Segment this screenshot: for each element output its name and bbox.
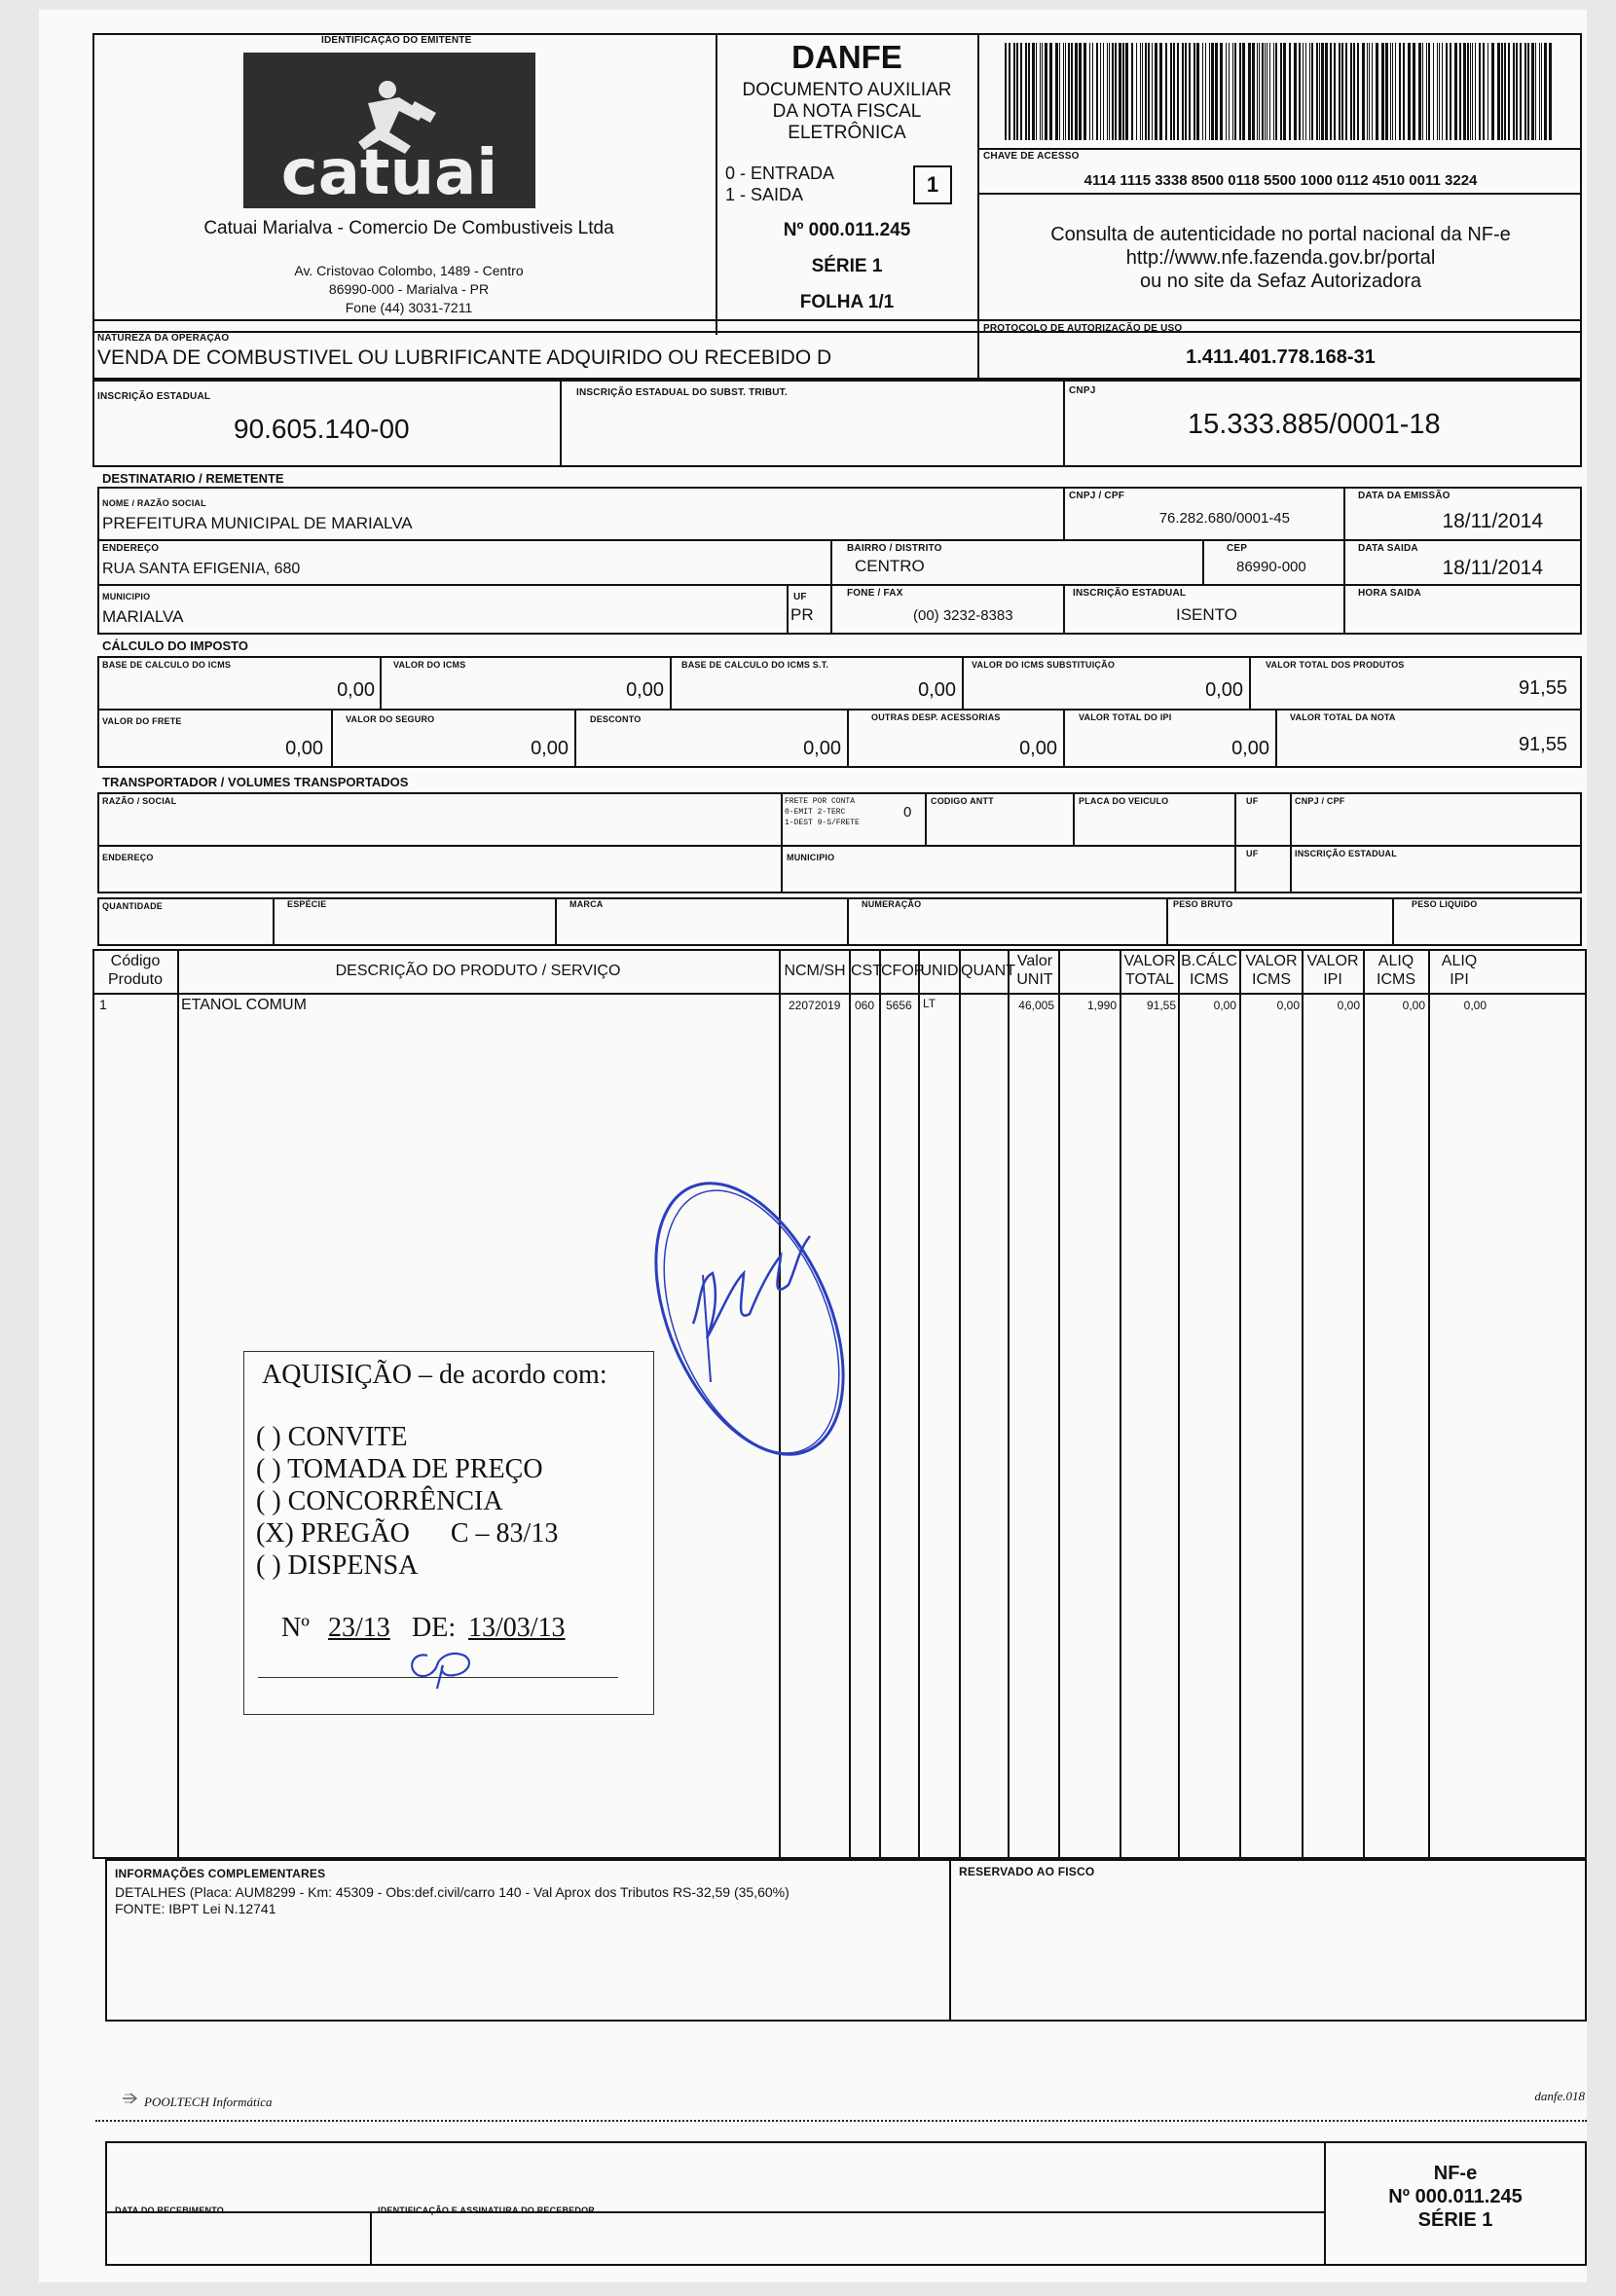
- barcode-bar: [1330, 43, 1332, 140]
- item-desc: ETANOL COMUM: [181, 997, 307, 1013]
- net-weight-label: PESO LIQUIDO: [1412, 899, 1478, 909]
- consult-line-1: Consulta de autenticidade no portal nacional da NF-e: [1050, 224, 1511, 245]
- form-code: danfe.018: [1534, 2089, 1585, 2103]
- barcode: [1003, 43, 1558, 140]
- emitter-cep-city: 86990-000 - Marialva - PR: [328, 281, 490, 297]
- item-total: 91,55: [1146, 999, 1176, 1012]
- barcode-bar: [1177, 43, 1179, 140]
- barcode-bar: [1215, 43, 1218, 140]
- access-key: 4114 1115 3338 8500 0118 5500 1000 0112 4510 0011 3224: [1083, 172, 1478, 189]
- col-code: Código Produto: [107, 953, 164, 988]
- col-ncm: NCM/SH: [784, 963, 846, 979]
- barcode-bar: [1280, 43, 1282, 140]
- stamp-number: 23/13: [328, 1613, 390, 1643]
- barcode-bar: [1202, 43, 1203, 140]
- barcode-bar: [1257, 43, 1258, 140]
- tax-base-st-label: BASE DE CALCULO DO ICMS S.T.: [681, 660, 829, 670]
- barcode-bar: [1403, 43, 1405, 140]
- tax-base-st: 0,00: [918, 679, 956, 701]
- barcode-bar: [1155, 43, 1157, 140]
- barcode-bar: [1353, 43, 1355, 140]
- barcode-bar: [1005, 43, 1007, 140]
- district: CENTRO: [855, 557, 925, 575]
- barcode-bar: [1339, 43, 1341, 140]
- signature-mark: [643, 1158, 866, 1499]
- nfe-label: NF-e: [1433, 2163, 1478, 2184]
- barcode-bar: [1428, 43, 1430, 140]
- info-label: INFORMAÇÕES COMPLEMENTARES: [115, 1867, 326, 1880]
- transport-section: TRANSPORTADOR / VOLUMES TRANSPORTADOS: [102, 775, 409, 789]
- barcode-bar: [1399, 43, 1401, 140]
- barcode-bar: [1205, 43, 1206, 140]
- danfe-number: Nº 000.011.245: [783, 220, 911, 240]
- tax-icms: 0,00: [626, 679, 664, 701]
- col-unit: Valor UNIT: [1016, 953, 1053, 988]
- tax-insurance-label: VALOR DO SEGURO: [346, 714, 435, 724]
- plate-label: PLACA DO VEICULO: [1079, 796, 1169, 806]
- barcode-bar: [1269, 43, 1270, 140]
- barcode-bar: [1450, 43, 1451, 140]
- recipient-address-label: ENDEREÇO: [102, 543, 160, 554]
- numbering-label: NUMERAÇÃO: [862, 899, 922, 909]
- emission-date-label: DATA DA EMISSÃO: [1358, 491, 1451, 501]
- item-aicms: 0,00: [1402, 999, 1425, 1012]
- access-key-label: CHAVE DE ACESSO: [983, 151, 1080, 162]
- ie-value: 90.605.140-00: [234, 414, 410, 444]
- barcode-bar: [1408, 43, 1411, 140]
- col-total: VALOR TOTAL: [1123, 953, 1176, 988]
- barcode-bar: [1071, 43, 1073, 140]
- item-quant: 46,005: [1018, 999, 1054, 1012]
- barcode-bar: [1275, 43, 1277, 140]
- barcode-bar: [1079, 43, 1082, 140]
- receipt-date-label: DATA DO RECEBIMENTO: [115, 2205, 224, 2215]
- barcode-bar: [1083, 43, 1086, 140]
- barcode-bar: [1065, 43, 1066, 140]
- tax-insurance: 0,00: [531, 738, 569, 759]
- barcode-bar: [1089, 43, 1090, 140]
- nfe-number: Nº 000.011.245: [1388, 2186, 1523, 2207]
- barcode-bar: [1345, 43, 1347, 140]
- item-cfop: 5656: [886, 999, 912, 1012]
- barcode-bar: [1265, 43, 1266, 140]
- barcode-bar: [1182, 43, 1184, 140]
- stamp-option-pregao: (X) PREGÃO C – 83/13: [256, 1518, 559, 1549]
- emitter-name: Catuai Marialva - Comercio De Combustiveis Ltda: [203, 218, 614, 238]
- barcode-bar: [1459, 43, 1461, 140]
- col-bcalc: B.CÁLC ICMS: [1181, 953, 1237, 988]
- vendor-icon: [121, 2091, 140, 2106]
- barcode-bar: [1467, 43, 1469, 140]
- recipient-cnpj-label: CNPJ / CPF: [1069, 491, 1125, 501]
- tax-freight-label: VALOR DO FRETE: [102, 716, 182, 726]
- barcode-bar: [1136, 43, 1137, 140]
- recipient-name-label: NOME / RAZÃO SOCIAL: [102, 498, 206, 508]
- barcode-bar: [1220, 43, 1223, 140]
- tax-discount: 0,00: [803, 738, 841, 759]
- item-cst: 060: [855, 999, 875, 1012]
- barcode-bar: [1226, 43, 1227, 140]
- barcode-bar: [1289, 43, 1291, 140]
- danfe-type-box: [913, 165, 952, 204]
- barcode-bar: [1390, 43, 1391, 140]
- barcode-bar: [1463, 43, 1466, 140]
- barcode-bar: [1252, 43, 1255, 140]
- danfe-folha: FOLHA 1/1: [799, 292, 895, 312]
- barcode-bar: [1040, 43, 1041, 140]
- barcode-bar: [1196, 43, 1199, 140]
- cep-label: CEP: [1227, 543, 1248, 554]
- barcode-bar: [1140, 43, 1141, 140]
- barcode-bar: [1470, 43, 1471, 140]
- carrier-name-label: RAZÃO / SOCIAL: [102, 796, 177, 806]
- barcode-bar: [1283, 43, 1286, 140]
- barcode-bar: [1316, 43, 1318, 140]
- barcode-bar: [1422, 43, 1423, 140]
- barcode-bar: [1527, 43, 1529, 140]
- barcode-bar: [1487, 43, 1488, 140]
- danfe-saida: 1 - SAIDA: [725, 185, 804, 204]
- stamp-option-dispensa: ( ) DISPENSA: [256, 1550, 419, 1581]
- tax-ipi-label: VALOR TOTAL DO IPI: [1079, 712, 1172, 722]
- barcode-bar: [1232, 43, 1233, 140]
- barcode-bar: [1362, 43, 1365, 140]
- tax-products-total: 91,55: [1518, 677, 1567, 699]
- barcode-bar: [1311, 43, 1313, 140]
- barcode-bar: [1483, 43, 1485, 140]
- barcode-bar: [1479, 43, 1481, 140]
- tax-other: 0,00: [1019, 738, 1057, 759]
- barcode-bar: [1497, 43, 1500, 140]
- consult-line-3: ou no site da Sefaz Autorizadora: [1139, 271, 1422, 292]
- barcode-bar: [1119, 43, 1121, 140]
- stamp-date-label: DE:: [412, 1613, 457, 1643]
- logo-text: catuai: [280, 137, 498, 208]
- barcode-bar: [1100, 43, 1101, 140]
- barcode-bar: [1234, 43, 1236, 140]
- stamp-option-convite: ( ) CONVITE: [256, 1422, 408, 1452]
- freight-value: 0: [903, 804, 912, 820]
- barcode-bar: [1055, 43, 1058, 140]
- barcode-bar: [1372, 43, 1373, 140]
- barcode-bar: [1350, 43, 1352, 140]
- col-aipi: ALIQ IPI: [1441, 953, 1478, 988]
- exit-time-label: HORA SAIDA: [1358, 588, 1421, 599]
- barcode-bar: [1531, 43, 1534, 140]
- info-line-2: FONTE: IBPT Lei N.12741: [115, 1901, 276, 1916]
- recipient-name: PREFEITURA MUNICIPAL DE MARIALVA: [102, 514, 413, 532]
- carrier-address-label: ENDEREÇO: [102, 853, 154, 862]
- barcode-bar: [1189, 43, 1191, 140]
- emitter-address: Av. Cristovao Colombo, 1489 - Centro: [294, 263, 524, 278]
- barcode-bar: [1242, 43, 1245, 140]
- barcode-bar: [1309, 43, 1310, 140]
- barcode-bar: [1194, 43, 1195, 140]
- barcode-bar: [1209, 43, 1210, 140]
- stamp-initials: [400, 1642, 488, 1691]
- carrier-ie-label: INSCRIÇÃO ESTADUAL: [1295, 849, 1397, 858]
- barcode-bar: [1454, 43, 1457, 140]
- info-line-1: DETALHES (Placa: AUM8299 - Km: 45309 - Obs:def.civil/carro 140 - Val Aprox dos Tributos RS-32,59 (35,60%): [115, 1884, 790, 1900]
- barcode-bar: [1131, 43, 1133, 140]
- freight-line-1: FRETE POR CONTA: [785, 797, 856, 806]
- tax-freight: 0,00: [285, 738, 323, 759]
- carrier-uf2-label: UF: [1246, 849, 1259, 858]
- tax-other-label: OUTRAS DESP. ACESSORIAS: [871, 712, 1001, 722]
- barcode-bar: [1259, 43, 1260, 140]
- barcode-bar: [1211, 43, 1214, 140]
- tax-invoice-total: 91,55: [1518, 734, 1567, 755]
- barcode-bar: [1541, 43, 1542, 140]
- barcode-bar: [1032, 43, 1035, 140]
- danfe-document: [39, 10, 1587, 2282]
- recipient-address: RUA SANTA EFIGENIA, 680: [102, 561, 301, 577]
- recipient-cnpj: 76.282.680/0001-45: [1158, 510, 1290, 527]
- carrier-city-label: MUNICIPIO: [787, 853, 835, 862]
- tax-section: CÁLCULO DO IMPOSTO: [102, 638, 248, 653]
- barcode-bar: [1036, 43, 1037, 140]
- barcode-bar: [1516, 43, 1518, 140]
- col-vipi: VALOR IPI: [1306, 953, 1359, 988]
- nature-label: NATUREZA DA OPERAÇÃO: [97, 333, 230, 344]
- col-cst: CST: [851, 963, 882, 979]
- barcode-bar: [1239, 43, 1241, 140]
- barcode-bar: [1385, 43, 1388, 140]
- carrier-uf-label: UF: [1246, 796, 1259, 806]
- danfe-serie: SÉRIE 1: [811, 256, 883, 276]
- barcode-bar: [1148, 43, 1150, 140]
- danfe-type: 1: [926, 172, 939, 197]
- barcode-bar: [1107, 43, 1108, 140]
- barcode-bar: [1501, 43, 1503, 140]
- danfe-entrada: 0 - ENTRADA: [725, 164, 835, 183]
- stamp-option-tomada: ( ) TOMADA DE PREÇO: [256, 1454, 543, 1484]
- barcode-bar: [1159, 43, 1162, 140]
- barcode-bar: [1491, 43, 1494, 140]
- barcode-bar: [1299, 43, 1301, 140]
- barcode-bar: [1096, 43, 1098, 140]
- phone-label: FONE / FAX: [847, 588, 903, 599]
- barcode-bar: [1305, 43, 1306, 140]
- barcode-bar: [1109, 43, 1110, 140]
- stamp-option-concorrencia: ( ) CONCORRÊNCIA: [256, 1486, 503, 1516]
- item-vicms: 0,00: [1276, 999, 1300, 1012]
- gross-weight-label: PESO BRUTO: [1173, 899, 1233, 909]
- barcode-bar: [1395, 43, 1396, 140]
- barcode-bar: [1321, 43, 1324, 140]
- barcode-bar: [1341, 43, 1343, 140]
- barcode-bar: [1025, 43, 1027, 140]
- barcode-bar: [1535, 43, 1536, 140]
- barcode-bar: [1472, 43, 1473, 140]
- item-aipi: 0,00: [1463, 999, 1487, 1012]
- ie-st-label: INSCRIÇÃO ESTADUAL DO SUBST. TRIBUT.: [576, 387, 788, 398]
- qty-label: QUANTIDADE: [102, 901, 163, 911]
- protocol-label: PROTOCOLO DE AUTORIZAÇÃO DE USO: [983, 323, 1183, 334]
- cnpj-label: CNPJ: [1069, 385, 1096, 396]
- receiver-signature-label: IDENTIFICAÇÃO E ASSINATURA DO RECEBEDOR: [378, 2205, 595, 2215]
- barcode-bar: [1437, 43, 1438, 140]
- vendor-name: POOLTECH Informática: [144, 2095, 273, 2109]
- protocol-value: 1.411.401.778.168-31: [1186, 346, 1376, 368]
- item-unid: LT: [923, 997, 937, 1010]
- barcode-bar: [1442, 43, 1443, 140]
- tax-products-total-label: VALOR TOTAL DOS PRODUTOS: [1266, 660, 1405, 670]
- barcode-bar: [1112, 43, 1114, 140]
- barcode-bar: [1376, 43, 1378, 140]
- barcode-bar: [1185, 43, 1187, 140]
- acquisition-stamp: [243, 1351, 654, 1715]
- barcode-bar: [1013, 43, 1015, 140]
- barcode-bar: [1294, 43, 1297, 140]
- item-unit: 1,990: [1086, 999, 1117, 1012]
- tax-icms-st: 0,00: [1205, 679, 1243, 701]
- tax-icms-st-label: VALOR DO ICMS SUBSTITUIÇÃO: [972, 660, 1116, 670]
- uf: PR: [790, 605, 814, 624]
- tax-icms-label: VALOR DO ICMS: [393, 660, 466, 670]
- recipient-ie-label: INSCRIÇÃO ESTADUAL: [1073, 588, 1187, 599]
- col-vicms: VALOR ICMS: [1245, 953, 1298, 988]
- danfe-subtitle-2: DA NOTA FISCAL: [772, 101, 922, 122]
- phone: (00) 3232-8383: [913, 607, 1013, 624]
- emitter-phone: Fone (44) 3031-7211: [345, 300, 473, 315]
- barcode-bar: [1319, 43, 1320, 140]
- barcode-bar: [1173, 43, 1175, 140]
- cut-line: [95, 2120, 1587, 2122]
- recipient-section: DESTINATARIO / REMETENTE: [102, 471, 284, 486]
- col-cfop: CFOP: [881, 963, 925, 979]
- company-logo: [243, 53, 535, 208]
- danfe-title: DANFE: [791, 39, 902, 75]
- exit-date-label: DATA SAIDA: [1358, 543, 1418, 554]
- emission-date: 18/11/2014: [1442, 510, 1543, 532]
- barcode-bar: [1367, 43, 1368, 140]
- barcode-bar: [1439, 43, 1440, 140]
- barcode-bar: [1165, 43, 1167, 140]
- item-code: 1: [99, 997, 107, 1012]
- barcode-bar: [1020, 43, 1022, 140]
- col-quant: QUANT: [961, 963, 1015, 979]
- barcode-bar: [1381, 43, 1384, 140]
- recipient-ie: ISENTO: [1176, 605, 1237, 624]
- barcode-bar: [1229, 43, 1230, 140]
- barcode-bar: [1504, 43, 1506, 140]
- danfe-subtitle-3: ELETRÔNICA: [788, 123, 906, 143]
- stamp-date: 13/03/13: [468, 1613, 566, 1643]
- ie-label: INSCRIÇÃO ESTADUAL: [97, 391, 211, 402]
- barcode-bar: [1125, 43, 1128, 140]
- stamp-title: AQUISIÇÃO – de acordo com:: [262, 1360, 607, 1390]
- barcode-bar: [1248, 43, 1251, 140]
- brand-label: MARCA: [569, 899, 604, 909]
- barcode-bar: [1068, 43, 1070, 140]
- stamp-number-label: Nº: [281, 1613, 310, 1643]
- cnpj-value: 15.333.885/0001-18: [1188, 409, 1441, 440]
- barcode-bar: [1122, 43, 1124, 140]
- col-aicms: ALIQ ICMS: [1377, 953, 1415, 988]
- barcode-bar: [1045, 43, 1047, 140]
- barcode-bar: [1539, 43, 1540, 140]
- species-label: ESPÉCIE: [287, 899, 327, 909]
- tax-discount-label: DESCONTO: [590, 714, 642, 724]
- barcode-bar: [1325, 43, 1328, 140]
- barcode-bar: [1369, 43, 1370, 140]
- nfe-serie: SÉRIE 1: [1417, 2209, 1493, 2231]
- freight-line-3: 1-DEST 9-S/FRETE: [785, 819, 860, 827]
- barcode-bar: [1513, 43, 1515, 140]
- barcode-bar: [1115, 43, 1117, 140]
- barcode-bar: [1357, 43, 1359, 140]
- consult-line-2: http://www.nfe.fazenda.gov.br/portal: [1125, 247, 1436, 269]
- item-vipi: 0,00: [1337, 999, 1360, 1012]
- barcode-bar: [1063, 43, 1064, 140]
- barcode-bar: [1042, 43, 1043, 140]
- tax-base-icms: 0,00: [337, 679, 375, 701]
- barcode-bar: [1145, 43, 1147, 140]
- barcode-bar: [1016, 43, 1018, 140]
- col-desc: DESCRIÇÃO DO PRODUTO / SERVIÇO: [335, 963, 621, 979]
- barcode-bar: [1392, 43, 1393, 140]
- barcode-bar: [1413, 43, 1415, 140]
- barcode-bar: [1524, 43, 1526, 140]
- barcode-bar: [1059, 43, 1060, 140]
- carrier-cnpj-label: CNPJ / CPF: [1295, 796, 1345, 806]
- barcode-bar: [1049, 43, 1052, 140]
- barcode-bar: [1520, 43, 1522, 140]
- barcode-bar: [1142, 43, 1143, 140]
- uf-label: UF: [793, 592, 807, 602]
- barcode-bar: [1170, 43, 1172, 140]
- barcode-bar: [1446, 43, 1448, 140]
- barcode-bar: [1075, 43, 1078, 140]
- barcode-bar: [1273, 43, 1274, 140]
- exit-date: 18/11/2014: [1442, 557, 1543, 579]
- item-bcalc: 0,00: [1213, 999, 1236, 1012]
- barcode-bar: [1103, 43, 1104, 140]
- district-label: BAIRRO / DISTRITO: [847, 543, 942, 554]
- barcode-bar: [1009, 43, 1010, 140]
- antt-label: CODIGO ANTT: [931, 796, 994, 806]
- barcode-bar: [1549, 43, 1552, 140]
- barcode-bar: [1262, 43, 1264, 140]
- nature-value: VENDA DE COMBUSTIVEL OU LUBRIFICANTE ADQUIRIDO OU RECEBIDO D: [97, 346, 832, 369]
- city-label: MUNICIPIO: [102, 592, 151, 601]
- barcode-bar: [1475, 43, 1476, 140]
- cep: 86990-000: [1236, 559, 1306, 575]
- barcode-bar: [1508, 43, 1510, 140]
- city: MARIALVA: [102, 607, 184, 626]
- emitter-label: IDENTIFICAÇÃO DO EMITENTE: [321, 35, 472, 46]
- fisco-label: RESERVADO AO FISCO: [959, 1865, 1095, 1878]
- tax-ipi: 0,00: [1231, 738, 1269, 759]
- danfe-subtitle-1: DOCUMENTO AUXILIAR: [742, 80, 952, 100]
- barcode-bar: [1426, 43, 1427, 140]
- barcode-bar: [1152, 43, 1153, 140]
- freight-line-2: 0-EMIT 2-TERC: [785, 808, 846, 817]
- barcode-bar: [1544, 43, 1547, 140]
- barcode-bar: [1303, 43, 1304, 140]
- barcode-bar: [1028, 43, 1030, 140]
- tax-base-icms-label: BASE DE CALCULO DO ICMS: [102, 660, 232, 670]
- barcode-bar: [1334, 43, 1336, 140]
- barcode-bar: [1418, 43, 1421, 140]
- item-ncm: 22072019: [789, 999, 841, 1012]
- tax-invoice-total-label: VALOR TOTAL DA NOTA: [1290, 712, 1396, 722]
- barcode-bar: [1433, 43, 1434, 140]
- barcode-bar: [1092, 43, 1093, 140]
- col-unid: UNID: [920, 963, 959, 979]
